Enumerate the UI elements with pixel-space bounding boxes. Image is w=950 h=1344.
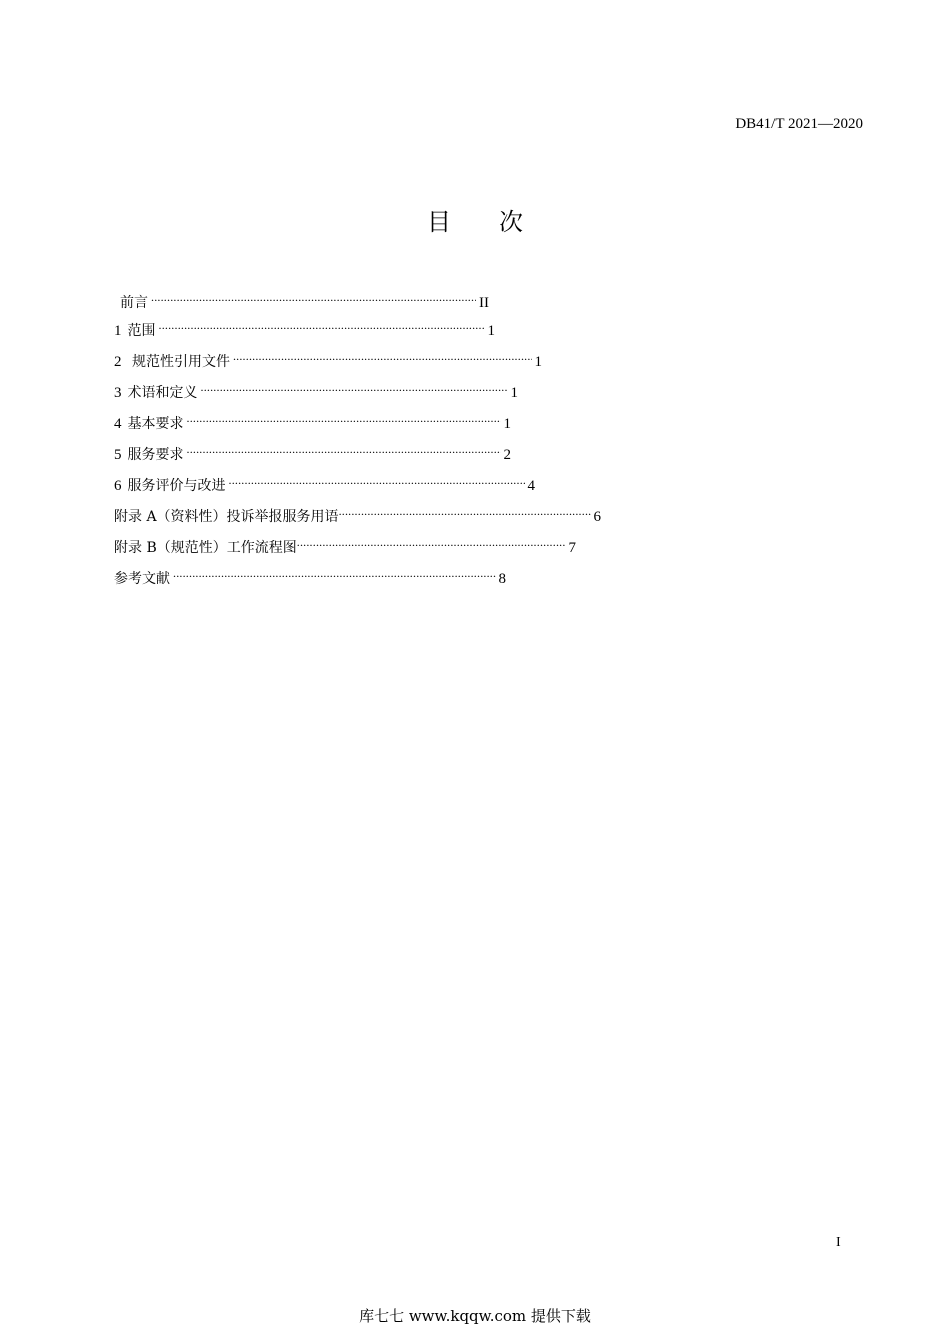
- toc-entry-scope[interactable]: [114, 315, 495, 339]
- toc-entry-number: 2: [114, 354, 122, 370]
- toc-dot-leader: [233, 346, 532, 366]
- toc-entry-page: 8: [498, 571, 506, 587]
- toc-entry-normative-references[interactable]: [114, 346, 542, 370]
- toc-entry-basic-requirements[interactable]: [114, 408, 511, 432]
- toc-entry-number: 3: [114, 385, 122, 401]
- toc-entry-appendix-a[interactable]: [114, 501, 601, 525]
- toc-entry-foreword[interactable]: [114, 287, 489, 311]
- toc-entry-page: 6: [593, 509, 601, 525]
- toc-entry-service-evaluation[interactable]: [114, 470, 535, 494]
- toc-entry-title: 规范性引用文件: [127, 354, 230, 370]
- toc-entry-service-requirements[interactable]: [114, 439, 511, 463]
- toc-entry-appendix-b[interactable]: [114, 532, 576, 556]
- toc-dot-leader: [187, 439, 501, 459]
- toc-entry-number: 5: [114, 447, 122, 463]
- toc-entry-title: 范围: [127, 323, 156, 339]
- toc-entry-title: 服务要求: [127, 447, 184, 463]
- toc-entry-title: 基本要求: [127, 416, 184, 432]
- toc-dot-leader: [151, 287, 476, 307]
- toc-dot-leader: [297, 532, 566, 552]
- toc-entry-title: 附录 A（资料性）投诉举报服务用语: [114, 509, 339, 525]
- toc-entry-terms-definitions[interactable]: [114, 377, 518, 401]
- toc-entry-bibliography[interactable]: [114, 563, 506, 587]
- page-title: 目次: [427, 208, 571, 236]
- toc-entry-page: 4: [527, 478, 535, 494]
- toc-entry-title: 前言: [120, 295, 148, 311]
- toc-entry-page: II: [479, 295, 489, 311]
- toc-dot-leader: [229, 470, 525, 490]
- toc-entry-title: 术语和定义: [127, 385, 198, 401]
- toc-entry-page: 1: [487, 323, 495, 339]
- toc-entry-number: 6: [114, 478, 122, 494]
- toc-dot-leader: [187, 408, 501, 428]
- toc-entry-page: 7: [568, 540, 576, 556]
- toc-entry-page: 1: [503, 416, 511, 432]
- toc-dot-leader: [339, 501, 591, 521]
- toc-entry-number: 1: [114, 323, 122, 339]
- page-number: I: [836, 1235, 841, 1250]
- toc-dot-leader: [159, 315, 485, 335]
- toc-dot-leader: [173, 563, 496, 583]
- toc-entry-title: 参考文献: [114, 571, 170, 587]
- document-code: DB41/T 2021—2020: [735, 116, 863, 132]
- toc-entry-page: 2: [503, 447, 511, 463]
- toc-entry-number: 4: [114, 416, 122, 432]
- toc-dot-leader: [201, 377, 508, 397]
- toc-entry-page: 1: [510, 385, 518, 401]
- toc-entry-title: 附录 B（规范性）工作流程图: [114, 540, 297, 556]
- toc-entry-page: 1: [534, 354, 542, 370]
- download-source-note: 库七七 www.kqqw.com 提供下载: [359, 1307, 591, 1325]
- toc-entry-title: 服务评价与改进: [127, 478, 226, 494]
